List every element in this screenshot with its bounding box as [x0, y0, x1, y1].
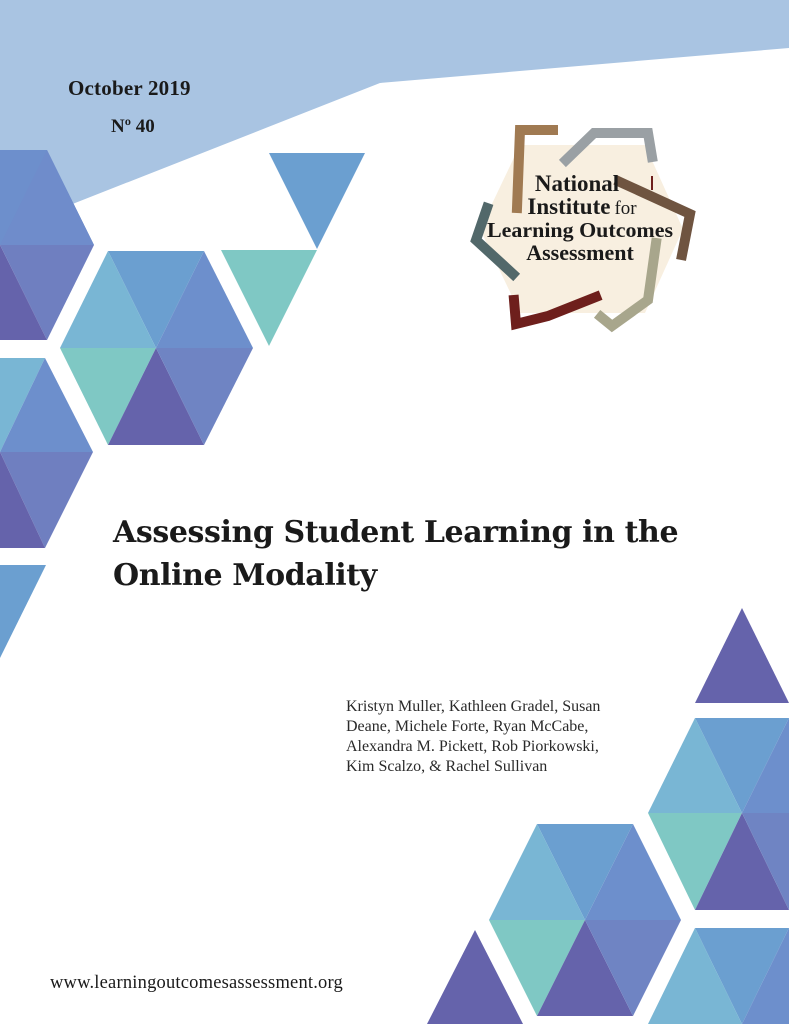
website-url[interactable]: www.learningoutcomesassessment.org [50, 973, 343, 993]
logo-text-line2 [527, 194, 637, 219]
report-title [113, 511, 753, 597]
report-title-line1: Assessing Student Learning in the [113, 515, 679, 550]
hexagon-right [648, 718, 789, 910]
niloa-logo [476, 130, 690, 326]
logo-text-line4: Assessment [526, 240, 634, 265]
hexagon-bottom-middle [489, 824, 681, 1016]
left-hexagon-middle [0, 358, 93, 548]
author-list [346, 697, 646, 777]
left-triangle-lower [0, 565, 46, 658]
hexagon-upper-left [60, 251, 253, 445]
issue-number: Nº 40 [111, 116, 155, 137]
triangle-purple-right [695, 608, 789, 703]
logo-text-for: for [614, 198, 637, 219]
logo-text-line3: Learning Outcomes [487, 218, 673, 242]
author-line: Kristyn Muller, Kathleen Gradel, Susan [346, 698, 601, 715]
report-title-line2: Online Modality [113, 558, 377, 593]
top-banner [0, 0, 789, 205]
triangle-blue-upper [269, 153, 365, 249]
logo-text-line1: National [534, 171, 620, 196]
logo-text-institute: Institute [527, 194, 611, 219]
author-line: Deane, Michele Forte, Ryan McCabe, [346, 718, 589, 735]
author-line: Kim Scalzo, & Rachel Sullivan [346, 758, 548, 775]
author-line: Alexandra M. Pickett, Rob Piorkowski, [346, 738, 599, 755]
publication-date: October 2019 [68, 76, 191, 100]
